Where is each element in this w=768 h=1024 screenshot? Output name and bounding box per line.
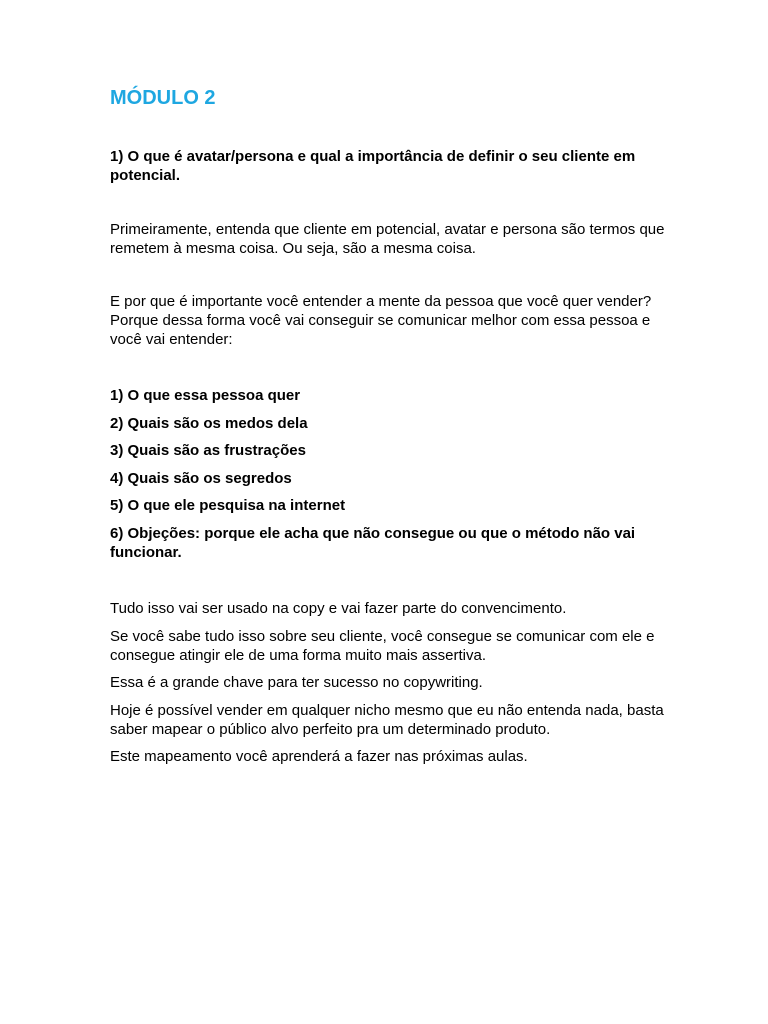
closing-section	[110, 599, 670, 775]
list-item: 1) O que essa pessoa quer	[110, 387, 301, 404]
list-item: 6) Objeções: porque ele acha que não consegue ou que o método não vai funcionar.	[110, 524, 636, 561]
list-item: 3) Quais são as frustrações	[110, 442, 306, 459]
understanding-list	[110, 386, 670, 570]
module-title: MÓDULO 2	[110, 87, 216, 109]
closing-paragraph: Se você sabe tudo isso sobre seu cliente, você consegue se comunicar com ele e consegue atingir ele de uma forma muito mais assertiva.	[110, 627, 655, 664]
intro-paragraph: E por que é importante você entender a mente da pessoa que você quer vender? Porque dessa forma você vai conseguir se comunicar melhor com essa pessoa e você vai entender:	[110, 293, 652, 348]
list-item: 4) Quais são os segredos	[110, 469, 292, 487]
closing-paragraph: Essa é a grande chave para ter sucesso no copywriting.	[110, 674, 483, 691]
intro-paragraph-1-block	[110, 220, 670, 258]
intro-paragraph-2-block	[110, 292, 670, 349]
closing-paragraph: Este mapeamento você aprenderá a fazer nas próximas aulas.	[110, 748, 528, 765]
list-item: 2) Quais são os medos dela	[110, 414, 308, 432]
intro-paragraph: Primeiramente, entenda que cliente em potencial, avatar e persona são termos que remetem à mesma coisa. Ou seja, são a mesma coisa.	[110, 221, 665, 257]
closing-paragraph: Hoje é possível vender em qualquer nicho mesmo que eu não entenda nada, basta saber mapear o público alvo perfeito pra um determinado produto.	[110, 701, 664, 738]
list-item: 5) O que ele pesquisa na internet	[110, 497, 346, 514]
closing-paragraph: Tudo isso vai ser usado na copy e vai fazer parte do convencimento.	[110, 600, 567, 617]
question-heading: 1) O que é avatar/persona e qual a importância de definir o seu cliente em potencial.	[110, 148, 636, 184]
